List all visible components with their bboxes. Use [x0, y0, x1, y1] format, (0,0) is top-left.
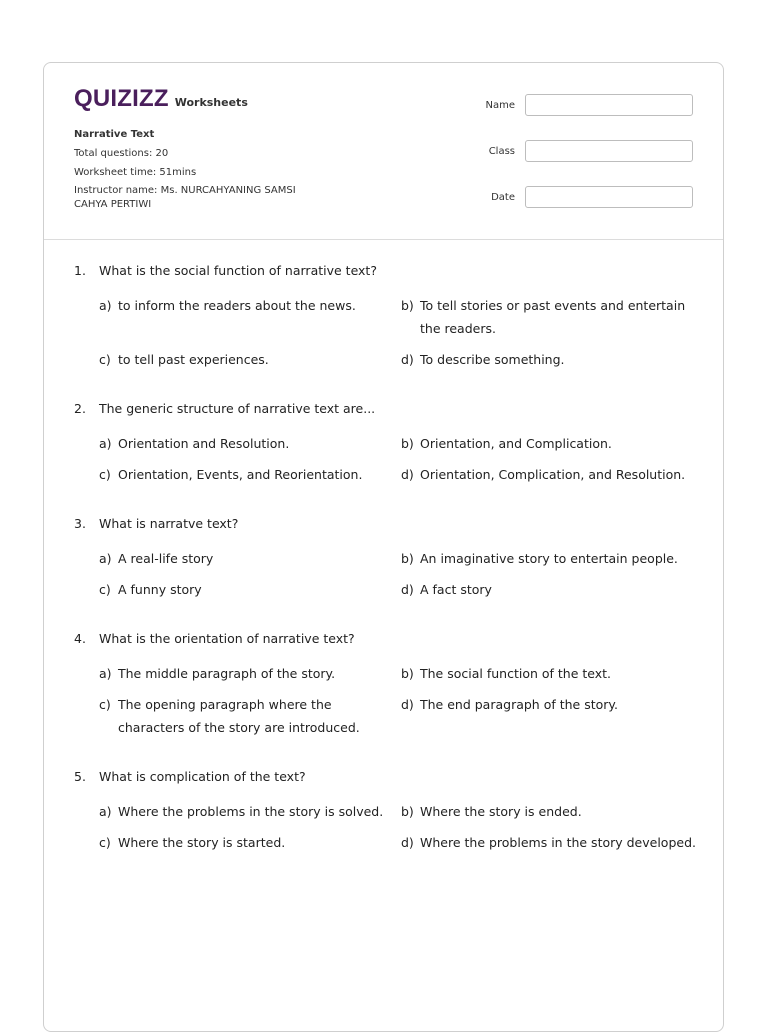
question-text — [74, 631, 704, 646]
option-letter: b) — [401, 804, 414, 819]
option-letter: c) — [99, 835, 111, 850]
date-field[interactable] — [525, 186, 693, 208]
question-4 — [74, 631, 704, 739]
question-prompt: The generic structure of narrative text are... — [99, 401, 376, 416]
question-text — [74, 769, 704, 784]
option-text: The end paragraph of the story. — [420, 697, 618, 712]
option-text: The social function of the text. — [420, 666, 612, 681]
logo-subtitle: Worksheets — [174, 96, 248, 109]
option-text: To tell stories or past events and entertain the readers. — [420, 298, 686, 336]
option-letter: d) — [401, 582, 414, 597]
option-a[interactable] — [99, 294, 399, 340]
option-d[interactable] — [401, 578, 701, 601]
question-number: 4. — [74, 631, 86, 646]
option-text: The opening paragraph where the characters of the story are introduced. — [118, 697, 360, 735]
class-label: Class — [488, 145, 515, 157]
option-letter: b) — [401, 666, 414, 681]
option-letter: d) — [401, 467, 414, 482]
option-letter: c) — [99, 582, 111, 597]
option-b[interactable] — [401, 800, 701, 823]
option-a[interactable] — [99, 547, 399, 570]
option-grid — [99, 294, 704, 371]
option-grid — [99, 662, 704, 739]
worksheet-time: Worksheet time: 51mins — [74, 167, 197, 178]
option-letter: a) — [99, 298, 112, 313]
option-text: Orientation, Complication, and Resolution. — [420, 467, 686, 482]
option-d[interactable] — [401, 693, 701, 739]
question-text — [74, 401, 704, 416]
question-prompt: What is complication of the text? — [99, 769, 306, 784]
option-letter: a) — [99, 804, 112, 819]
option-grid — [99, 547, 704, 601]
worksheet-header — [44, 63, 723, 240]
option-text: A real-life story — [118, 551, 214, 566]
date-label: Date — [491, 191, 515, 203]
option-text: Where the problems in the story is solved. — [118, 804, 384, 819]
question-list — [74, 263, 704, 884]
option-text: Where the problems in the story developed. — [420, 835, 696, 850]
option-text: An imaginative story to entertain people. — [420, 551, 678, 566]
question-text — [74, 263, 704, 278]
option-d[interactable] — [401, 348, 701, 371]
question-number: 1. — [74, 263, 86, 278]
option-letter: a) — [99, 666, 112, 681]
option-letter: b) — [401, 298, 414, 313]
option-text: A funny story — [118, 582, 202, 597]
option-text: to tell past experiences. — [118, 352, 269, 367]
option-b[interactable] — [401, 547, 701, 570]
option-grid — [99, 432, 704, 486]
logo-wordmark: QUIZIZZ — [74, 85, 169, 112]
instructor-name: Instructor name: Ms. NURCAHYANING SAMSI CAHYA PERTIWI — [74, 185, 296, 210]
option-letter: c) — [99, 352, 111, 367]
question-prompt: What is narratve text? — [99, 516, 239, 531]
option-letter: b) — [401, 436, 414, 451]
quizizz-logo — [74, 85, 248, 113]
option-text: Orientation, Events, and Reorientation. — [118, 467, 363, 482]
option-c[interactable] — [99, 463, 399, 486]
option-letter: d) — [401, 697, 414, 712]
question-number: 2. — [74, 401, 86, 416]
question-number: 3. — [74, 516, 86, 531]
option-text: The middle paragraph of the story. — [118, 666, 336, 681]
option-text: Orientation, and Complication. — [420, 436, 612, 451]
question-text — [74, 516, 704, 531]
option-b[interactable] — [401, 432, 701, 455]
worksheet — [43, 62, 724, 1032]
question-prompt: What is the social function of narrative text? — [99, 263, 377, 278]
question-number: 5. — [74, 769, 86, 784]
option-text: A fact story — [420, 582, 492, 597]
option-text: Orientation and Resolution. — [118, 436, 290, 451]
option-letter: d) — [401, 352, 414, 367]
worksheet-title: Narrative Text — [74, 129, 155, 140]
option-c[interactable] — [99, 348, 399, 371]
option-d[interactable] — [401, 463, 701, 486]
option-a[interactable] — [99, 662, 399, 685]
name-field-row — [485, 93, 693, 117]
option-c[interactable] — [99, 578, 399, 601]
option-a[interactable] — [99, 432, 399, 455]
name-field[interactable] — [525, 94, 693, 116]
worksheet-meta — [74, 125, 314, 212]
option-c[interactable] — [99, 693, 399, 739]
option-b[interactable] — [401, 662, 701, 685]
option-b[interactable] — [401, 294, 701, 340]
question-5 — [74, 769, 704, 854]
question-3 — [74, 516, 704, 601]
question-2 — [74, 401, 704, 486]
option-text: Where the story is started. — [118, 835, 286, 850]
class-field-row — [485, 139, 693, 163]
option-text: Where the story is ended. — [420, 804, 582, 819]
option-grid — [99, 800, 704, 854]
student-fields — [485, 93, 693, 231]
option-c[interactable] — [99, 831, 399, 854]
question-prompt: What is the orientation of narrative text? — [99, 631, 355, 646]
class-field[interactable] — [525, 140, 693, 162]
total-questions: Total questions: 20 — [74, 148, 169, 159]
question-1 — [74, 263, 704, 371]
option-letter: b) — [401, 551, 414, 566]
option-letter: d) — [401, 835, 414, 850]
option-letter: a) — [99, 436, 112, 451]
option-letter: c) — [99, 697, 111, 712]
option-a[interactable] — [99, 800, 399, 823]
option-d[interactable] — [401, 831, 701, 854]
option-letter: c) — [99, 467, 111, 482]
option-text: To describe something. — [420, 352, 565, 367]
name-label: Name — [485, 99, 515, 111]
date-field-row — [485, 185, 693, 209]
option-text: to inform the readers about the news. — [118, 298, 356, 313]
option-letter: a) — [99, 551, 112, 566]
